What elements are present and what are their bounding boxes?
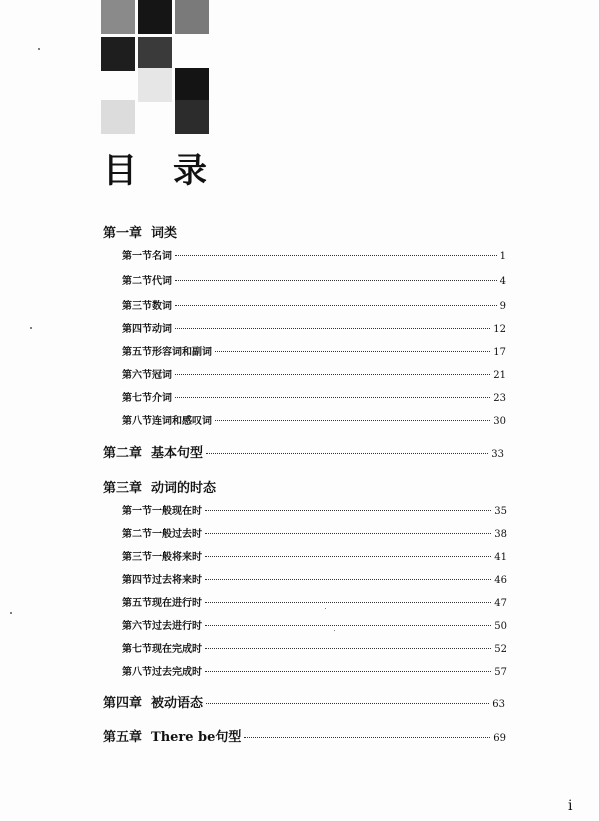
dot-leader (215, 351, 490, 352)
page-number: 9 (499, 301, 506, 312)
toc-section-3-8[interactable] (122, 663, 507, 678)
dot-leader (205, 533, 491, 534)
page-number: 4 (499, 276, 506, 287)
toc-chapter-1[interactable] (103, 222, 303, 241)
dot-leader (205, 556, 491, 557)
page-number: 41 (494, 552, 507, 563)
chapter-title: There be句型 (151, 730, 242, 745)
toc-section-1-2[interactable] (122, 272, 506, 287)
toc-chapter-4[interactable] (103, 692, 505, 711)
section-number: 第四节 (122, 324, 152, 335)
section-title: 一般将来时 (152, 552, 202, 563)
dot-leader (175, 397, 490, 398)
section-title: 介词 (152, 393, 172, 404)
page-number: 38 (494, 529, 507, 540)
toc-section-1-1[interactable] (122, 247, 506, 262)
dot-leader (205, 648, 491, 649)
toc-section-1-6[interactable] (122, 366, 506, 381)
dot-leader (205, 671, 491, 672)
page-number: 57 (494, 667, 507, 678)
section-number: 第八节 (122, 416, 152, 427)
toc-section-3-3[interactable] (122, 548, 507, 563)
dot-leader (205, 625, 491, 626)
toc-section-1-4[interactable] (122, 320, 506, 335)
section-number: 第四节 (122, 575, 152, 586)
page-number: 69 (493, 733, 506, 744)
page-number: 23 (493, 393, 506, 404)
section-title: 一般过去时 (152, 529, 202, 540)
dot-leader (175, 305, 497, 306)
section-number: 第六节 (122, 621, 152, 632)
section-title: 过去完成时 (152, 667, 202, 678)
page-number: 21 (493, 370, 506, 381)
toc-chapter-3[interactable] (103, 477, 303, 496)
section-number: 第七节 (122, 644, 152, 655)
section-title: 名词 (152, 251, 172, 262)
page-number: 50 (494, 621, 507, 632)
page-number: 30 (493, 416, 506, 427)
dot-leader (206, 453, 488, 454)
chapter-number: 第一章 (103, 226, 143, 241)
toc-section-3-6[interactable] (122, 617, 507, 632)
toc-section-3-1[interactable] (122, 502, 507, 517)
chapter-title: 基本句型 (151, 446, 204, 461)
chapter-number: 第二章 (103, 446, 143, 461)
section-number: 第三节 (122, 552, 152, 563)
toc-section-3-2[interactable] (122, 525, 507, 540)
page-number: 33 (491, 449, 504, 460)
section-title: 动词 (152, 324, 172, 335)
section-number: 第八节 (122, 667, 152, 678)
toc-chapter-5[interactable] (103, 726, 506, 745)
dot-leader (206, 703, 489, 704)
section-title: 现在进行时 (152, 598, 202, 609)
dot-leader (175, 280, 497, 281)
page-number: 35 (494, 506, 507, 517)
toc-chapter-2[interactable] (103, 442, 504, 461)
page-number: 52 (494, 644, 507, 655)
toc-section-3-4[interactable] (122, 571, 507, 586)
section-number: 第七节 (122, 393, 152, 404)
chapter-number: 第三章 (103, 481, 143, 496)
dot-leader (215, 420, 490, 421)
chapter-number: 第四章 (103, 696, 143, 711)
page-number: 12 (493, 324, 506, 335)
section-title: 数词 (152, 301, 172, 312)
dot-leader (175, 255, 497, 256)
page-number: 63 (492, 699, 505, 710)
section-title: 现在完成时 (152, 644, 202, 655)
section-number: 第一节 (122, 506, 152, 517)
dot-leader (205, 602, 491, 603)
chapter-number: 第五章 (103, 730, 143, 745)
toc-section-3-7[interactable] (122, 640, 507, 655)
section-title: 代词 (152, 276, 172, 287)
toc-section-1-5[interactable] (122, 343, 506, 358)
toc-section-3-5[interactable] (122, 594, 507, 609)
section-number: 第一节 (122, 251, 152, 262)
dot-leader (175, 328, 490, 329)
page-folio: i (568, 798, 573, 814)
section-title: 连词和感叹词 (152, 416, 212, 427)
section-number: 第三节 (122, 301, 152, 312)
toc-section-1-3[interactable] (122, 297, 506, 312)
section-title: 冠词 (152, 370, 172, 381)
chapter-title: 被动语态 (151, 696, 204, 711)
chapter-title: 词类 (151, 226, 178, 241)
page-title (103, 143, 243, 192)
section-number: 第二节 (122, 276, 152, 287)
dot-leader (205, 579, 491, 580)
toc-section-1-8[interactable] (122, 412, 506, 427)
section-title: 过去将来时 (152, 575, 202, 586)
title-char-1: 目 (103, 151, 173, 191)
page-number: 1 (499, 251, 506, 262)
section-title: 过去进行时 (152, 621, 202, 632)
page-number: 46 (494, 575, 507, 586)
section-title: 形容词和副词 (152, 347, 212, 358)
page-number: 47 (494, 598, 507, 609)
dot-leader (205, 510, 491, 511)
dot-leader (175, 374, 490, 375)
section-number: 第六节 (122, 370, 152, 381)
section-number: 第五节 (122, 598, 152, 609)
page-number: 17 (493, 347, 506, 358)
toc-section-1-7[interactable] (122, 389, 506, 404)
title-char-2: 录 (173, 151, 243, 191)
section-title: 一般现在时 (152, 506, 202, 517)
dot-leader (244, 737, 490, 738)
section-number: 第五节 (122, 347, 152, 358)
chapter-title: 动词的时态 (151, 481, 217, 496)
section-number: 第二节 (122, 529, 152, 540)
